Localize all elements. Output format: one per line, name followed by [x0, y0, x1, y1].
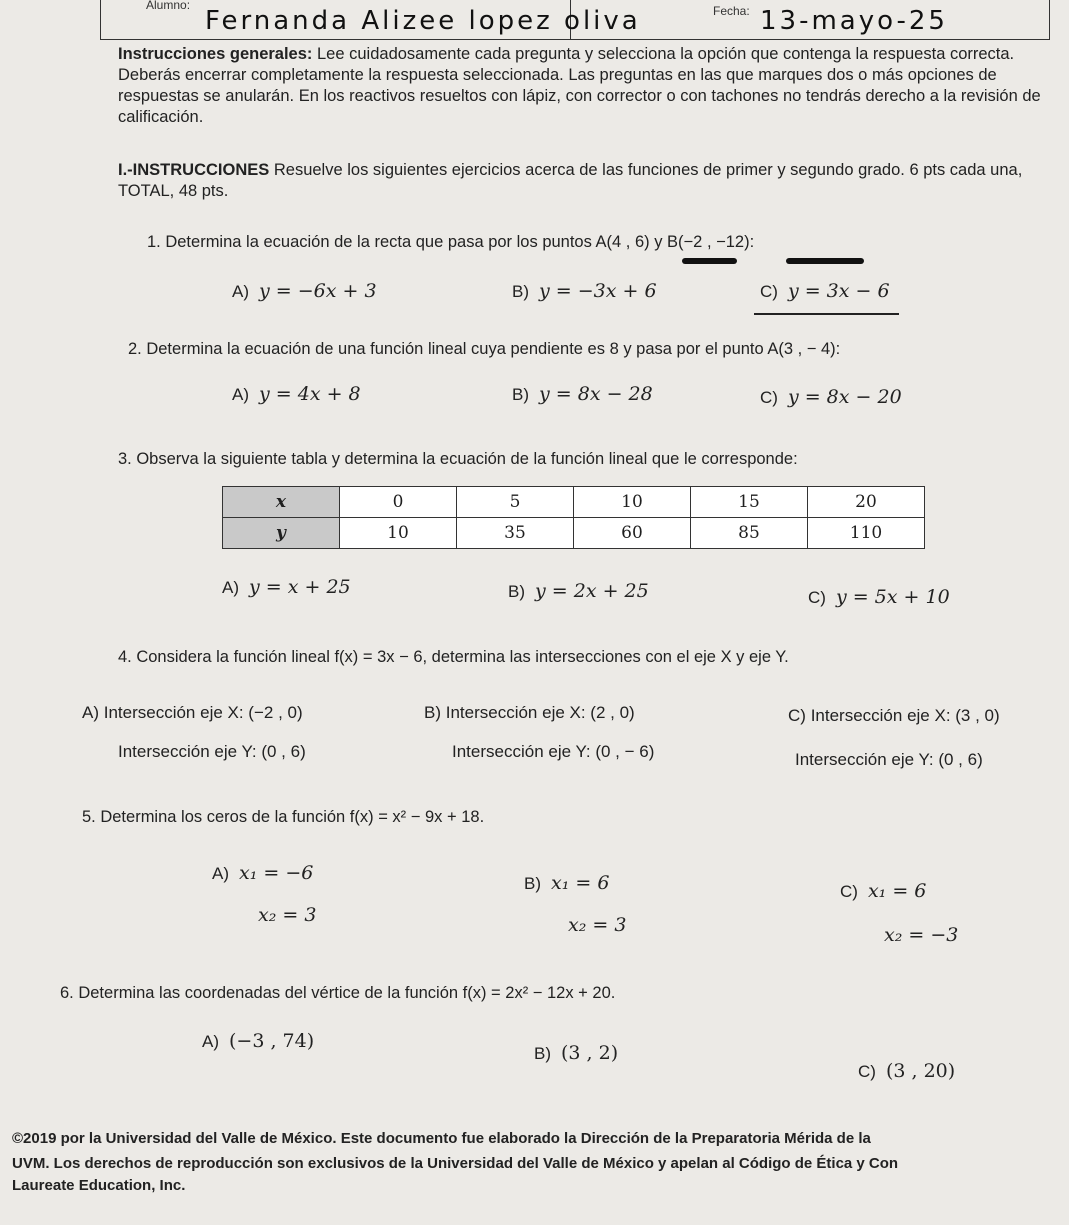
question-5: 5. Determina los ceros de la función f(x) = x² − 9x + 18.: [82, 808, 485, 826]
pen-scribble: [786, 258, 864, 264]
copyright-footer: [12, 1128, 1062, 1197]
q5-option-b-x2: x₂ = 3: [568, 914, 627, 936]
question-1: 1. Determina la ecuación de la recta que pasa por los puntos A(4 , 6) y B(−2 , −12):: [147, 233, 755, 251]
q3-option-c[interactable]: C) y = 5x + 10: [808, 586, 950, 608]
q2-option-b[interactable]: B) y = 8x − 28: [512, 383, 653, 405]
q5-option-c-x2: x₂ = −3: [884, 924, 959, 946]
footer-line-1: ©2019 por la Universidad del Valle de México. Este documento fue elaborado la Dirección de la Preparatoria Mérida de la: [12, 1130, 871, 1147]
q2-option-c[interactable]: C) y = 8x − 20: [760, 386, 902, 408]
q3-option-a[interactable]: A) y = x + 25: [222, 576, 351, 598]
pen-scribble: [682, 258, 737, 264]
q3-option-b[interactable]: B) y = 2x + 25: [508, 580, 649, 602]
q6-option-c[interactable]: C) (3 , 20): [858, 1060, 956, 1082]
table-header-x: x: [223, 487, 340, 518]
question-4: 4. Considera la función lineal f(x) = 3x − 6, determina las intersecciones con el eje X y eje Y.: [118, 648, 789, 666]
q5-option-c[interactable]: C) x₁ = 6: [840, 880, 927, 902]
q4-option-c[interactable]: C) Intersección eje X: (3 , 0): [788, 706, 1000, 725]
table-cell: 35: [457, 518, 574, 549]
general-instructions-title: Instrucciones generales:: [118, 45, 313, 63]
date-label: Fecha:: [713, 4, 750, 18]
table-cell: 15: [691, 487, 808, 518]
q2-option-a[interactable]: A) y = 4x + 8: [232, 383, 361, 405]
date-value: 13-mayo-25: [760, 6, 948, 36]
table-cell: 10: [340, 518, 457, 549]
table-header-y: y: [223, 518, 340, 549]
question-6: 6. Determina las coordenadas del vértice de la función f(x) = 2x² − 12x + 20.: [60, 984, 616, 1002]
section-title: I.-INSTRUCCIONES: [118, 161, 270, 179]
question-2: 2. Determina la ecuación de una función lineal cuya pendiente es 8 y pasa por el punto A(3 , − 4):: [128, 340, 841, 358]
table-cell: 5: [457, 487, 574, 518]
q4-option-a[interactable]: A) Intersección eje X: (−2 , 0): [82, 703, 303, 722]
footer-line-3: Laureate Education, Inc.: [12, 1177, 186, 1194]
table-cell: 10: [574, 487, 691, 518]
table-row: [223, 487, 925, 518]
student-label: Alumno:: [146, 0, 191, 12]
table-cell: 60: [574, 518, 691, 549]
table-cell: 85: [691, 518, 808, 549]
values-table: [222, 486, 925, 549]
student-name: Fernanda Alizee lopez oliva: [205, 6, 641, 36]
q1-option-b[interactable]: B) y = −3x + 6: [512, 280, 657, 302]
footer-line-2: UVM. Los derechos de reproducción son exclusivos de la Universidad del Valle de México y apelan al Código de Ética y Con: [12, 1155, 899, 1172]
section-instructions: [118, 160, 1048, 202]
general-instructions: [118, 44, 1048, 128]
table-cell: 20: [808, 487, 925, 518]
q5-option-b[interactable]: B) x₁ = 6: [524, 872, 610, 894]
table-row: [223, 518, 925, 549]
q6-option-b[interactable]: B) (3 , 2): [534, 1042, 619, 1064]
answer-underline: [754, 313, 899, 315]
q1-option-a[interactable]: A) y = −6x + 3: [232, 280, 377, 302]
q4-option-c-y: Intersección eje Y: (0 , 6): [795, 750, 983, 769]
q4-option-b[interactable]: B) Intersección eje X: (2 , 0): [424, 703, 635, 722]
q5-option-a-x2: x₂ = 3: [258, 904, 317, 926]
q1-option-c[interactable]: C) y = 3x − 6: [760, 280, 890, 302]
section-text: Resuelve los siguientes ejercicios acerca de las funciones de primer y segundo grado. 6 pts cada una, TOTAL, 48 pts.: [118, 161, 1023, 200]
q4-option-b-y: Intersección eje Y: (0 , − 6): [452, 742, 655, 761]
q4-option-a-y: Intersección eje Y: (0 , 6): [118, 742, 306, 761]
question-3: 3. Observa la siguiente tabla y determina la ecuación de la función lineal que le corresponde:: [118, 450, 798, 468]
table-cell: 0: [340, 487, 457, 518]
q6-option-a[interactable]: A) (−3 , 74): [202, 1030, 315, 1052]
table-cell: 110: [808, 518, 925, 549]
q5-option-a[interactable]: A) x₁ = −6: [212, 862, 314, 884]
general-instructions-text: Lee cuidadosamente cada pregunta y selecciona la opción que contenga la respuesta correcta. Deberás encerrar completamente la respuesta seleccionada. Las preguntas en las que marques dos o más opciones de respuestas se anularán. En los reactivos resueltos con lápiz, con corrector o con tachones no tendrás derecho a la revisión de calificación.: [118, 45, 1041, 126]
